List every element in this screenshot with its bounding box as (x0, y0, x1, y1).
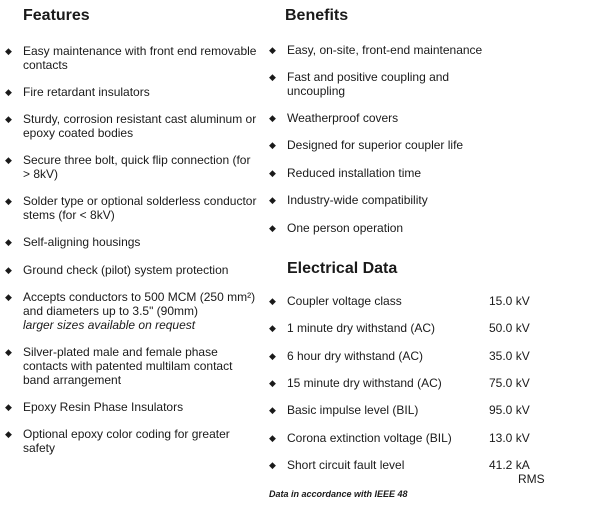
bullet-icon: ◆ (269, 351, 276, 361)
bullet-icon: ◆ (5, 155, 12, 165)
benefit-text: Fast and positive coupling and uncoupling (287, 70, 450, 98)
bullet-icon: ◆ (5, 347, 12, 357)
feature-text: Self-aligning housings (23, 235, 141, 249)
bullet-icon: ◆ (5, 265, 12, 275)
bullet-icon: ◆ (269, 45, 276, 55)
feature-text: Secure three bolt, quick flip connection (for > 8kV) (23, 153, 251, 181)
bullet-icon: ◆ (269, 433, 276, 443)
bullet-icon: ◆ (269, 223, 276, 233)
electrical-value: 95.0 kV (489, 403, 530, 417)
bullet-icon: ◆ (269, 405, 276, 415)
bullet-icon: ◆ (269, 195, 276, 205)
bullet-icon: ◆ (5, 292, 12, 302)
bullet-icon: ◆ (269, 296, 276, 306)
electrical-data-heading: Electrical Data (287, 260, 398, 277)
electrical-value: 41.2 kA (489, 458, 530, 472)
bullet-icon: ◆ (5, 429, 12, 439)
features-heading: Features (23, 7, 90, 24)
feature-text: Epoxy Resin Phase Insulators (23, 400, 184, 414)
feature-text: Solder type or optional solderless conductor stems (for < 8kV) (23, 194, 257, 222)
bullet-icon: ◆ (269, 323, 276, 333)
feature-text: Sturdy, corrosion resistant cast aluminum or epoxy coated bodies (23, 112, 257, 140)
electrical-label: 6 hour dry withstand (AC) (287, 349, 424, 363)
electrical-value: 13.0 kV (489, 431, 530, 445)
electrical-label: Short circuit fault level (287, 458, 405, 472)
benefit-text: Weatherproof covers (287, 111, 399, 125)
benefit-text: Designed for superior coupler life (287, 138, 464, 152)
bullet-icon: ◆ (5, 114, 12, 124)
feature-text: Optional epoxy color coding for greater safety (23, 427, 230, 455)
bullet-icon: ◆ (269, 72, 276, 82)
bullet-icon: ◆ (269, 168, 276, 178)
electrical-label: Coupler voltage class (287, 294, 402, 308)
feature-text: Ground check (pilot) system protection (23, 263, 229, 277)
electrical-label: 1 minute dry withstand (AC) (287, 321, 436, 335)
bullet-icon: ◆ (5, 87, 12, 97)
bullet-icon: ◆ (269, 378, 276, 388)
feature-text: Accepts conductors to 500 MCM (250 mm²) and diameters up to 3.5" (90mm) (23, 290, 256, 318)
bullet-icon: ◆ (5, 402, 12, 412)
bullet-icon: ◆ (269, 113, 276, 123)
feature-note: larger sizes available on request (23, 318, 196, 332)
benefit-text: Reduced installation time (287, 166, 422, 180)
electrical-footnote: Data in accordance with IEEE 48 (269, 489, 408, 499)
feature-text: Silver-plated male and female phase contacts with patented multilam contact band arrangement (23, 345, 233, 387)
feature-text: Easy maintenance with front end removable contacts (23, 44, 257, 72)
benefits-heading: Benefits (285, 7, 349, 24)
benefit-text: Easy, on-site, front-end maintenance (287, 43, 483, 57)
bullet-icon: ◆ (269, 140, 276, 150)
benefit-text: One person operation (287, 221, 404, 235)
electrical-label: 15 minute dry withstand (AC) (287, 376, 442, 390)
electrical-label: Basic impulse level (BIL) (287, 403, 419, 417)
bullet-icon: ◆ (5, 237, 12, 247)
feature-text: Fire retardant insulators (23, 85, 150, 99)
electrical-value: 35.0 kV (489, 349, 530, 363)
electrical-label: Corona extinction voltage (BIL) (287, 431, 452, 445)
electrical-value-unit: RMS (518, 472, 545, 486)
bullet-icon: ◆ (5, 46, 12, 56)
benefit-text: Industry-wide compatibility (287, 193, 428, 207)
electrical-value: 50.0 kV (489, 321, 530, 335)
bullet-icon: ◆ (269, 460, 276, 470)
electrical-value: 15.0 kV (489, 294, 530, 308)
bullet-icon: ◆ (5, 196, 12, 206)
electrical-value: 75.0 kV (489, 376, 530, 390)
